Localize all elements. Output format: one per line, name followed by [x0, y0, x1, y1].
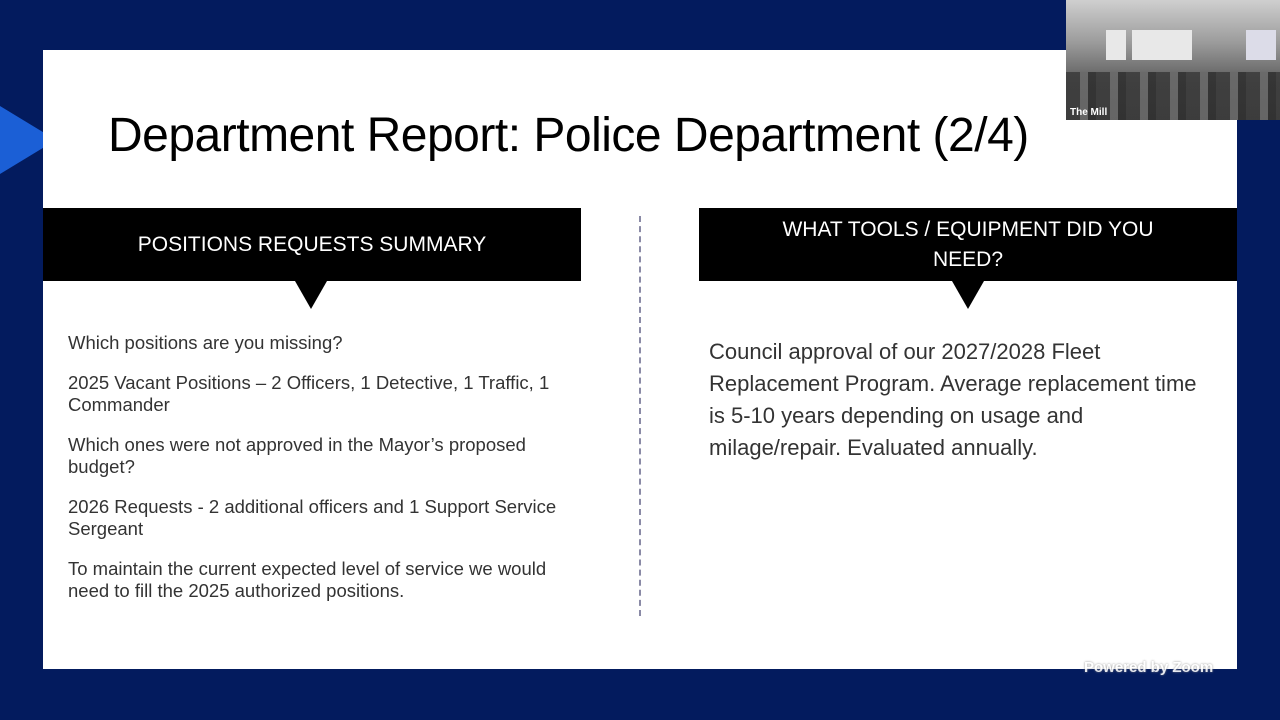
- header-pointer-icon: [952, 281, 984, 309]
- video-participant-label: The Mill: [1070, 107, 1108, 118]
- positions-summary-body: [68, 332, 568, 620]
- tools-equipment-body: Council approval of our 2027/2028 Fleet Replacement Program. Average replacement time is 5-10 years depending on usage and milage/repair. Evaluated annually.: [709, 339, 1197, 460]
- paragraph: 2026 Requests - 2 additional officers and 1 Support Service Sergeant: [68, 496, 557, 539]
- paragraph: 2025 Vacant Positions – 2 Officers, 1 Detective, 1 Traffic, 1 Commander: [68, 372, 550, 415]
- window-shape: [1132, 30, 1192, 60]
- zoom-watermark: Powered by Zoom: [1084, 659, 1214, 676]
- tools-equipment-header-text: WHAT TOOLS / EQUIPMENT DID YOU NEED?: [782, 217, 1154, 271]
- paragraph: Which ones were not approved in the Mayor’s proposed budget?: [68, 434, 526, 477]
- presentation-slide: [43, 50, 1237, 669]
- positions-summary-header: POSITIONS REQUESTS SUMMARY: [43, 208, 581, 281]
- column-divider: [639, 216, 641, 616]
- window-shape: [1106, 30, 1126, 60]
- window-shape: [1246, 30, 1276, 60]
- header-pointer-icon: [295, 281, 327, 309]
- tools-equipment-header: [699, 208, 1237, 281]
- paragraph: To maintain the current expected level of service we would need to fill the 2025 authorized positions.: [68, 558, 547, 601]
- slide-title: Department Report: Police Department (2/4): [108, 109, 1029, 162]
- video-thumbnail[interactable]: [1066, 0, 1280, 120]
- paragraph: Which positions are you missing?: [68, 332, 343, 353]
